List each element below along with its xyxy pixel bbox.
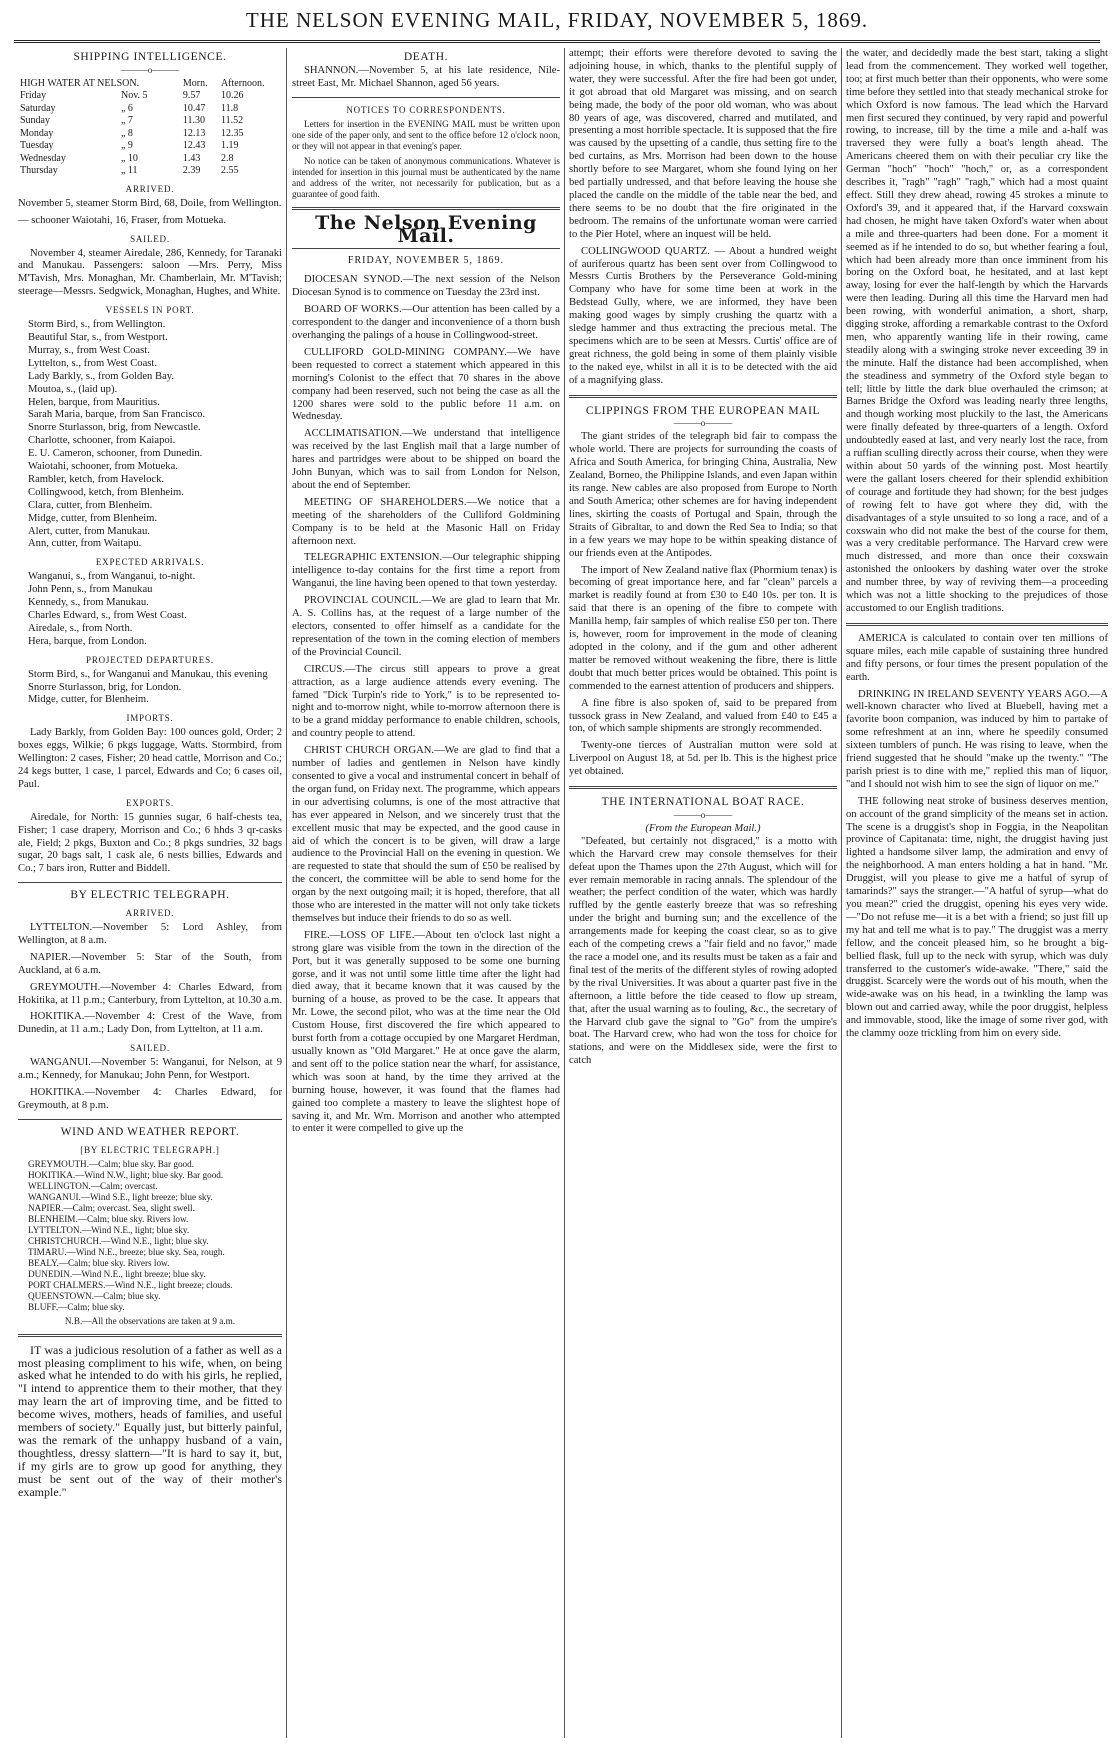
tide-cell: 9.57: [182, 90, 201, 102]
tide-morn-header: Morn.: [182, 77, 208, 89]
telegraph-sailed-item: WANGANUI.—November 5: Wanganui, for Nelson, at 9 a.m.; Kennedy, for Manukau; John Penn, for Westport.: [18, 1057, 282, 1082]
tide-cell: 10.47: [182, 102, 206, 114]
weather-list: [28, 1159, 282, 1313]
tide-cell: Nov. 5: [120, 90, 148, 102]
tide-cell: Monday: [20, 127, 54, 139]
tide-cell: „ 10: [120, 152, 138, 164]
vessel-item: Waiotahi, schooner, from Motueka.: [28, 461, 178, 473]
ornament: ———o———: [673, 418, 733, 429]
editorial-paragraph: DIOCESAN SYNOD.—The next session of the Nelson Diocesan Synod is to commence on Tuesday the 23rd inst.: [292, 274, 560, 299]
tide-cell: 2.55: [220, 165, 239, 177]
column-3: [569, 48, 837, 1738]
column-divider: [286, 48, 287, 1738]
vessel-item: Lyttelton, s., from West Coast.: [28, 357, 158, 369]
vessels-list: [28, 319, 282, 551]
expected-list: [28, 571, 282, 648]
vessel-item: Helen, barque, from Mauritius.: [28, 396, 160, 408]
editorial-paragraph: CULLIFORD GOLD-MINING COMPANY.—We have been requested to correct a statement which appeared in this morning's Colonist to the effect that 70 shares in the above company had been reserved, such not being the case as all the 1200 shares were sold to the public before 11 a.m. on Wednesday.: [292, 346, 560, 423]
vessel-item: Murray, s., from West Coast.: [28, 344, 150, 356]
telegraph-arrived-item: LYTTELTON.—November 5: Lord Ashley, from Wellington, at 8 a.m.: [18, 922, 282, 946]
tide-row: [18, 103, 282, 116]
telegraph-arrived-item: GREYMOUTH.—November 4: Charles Edward, from Hokitika, at 11 p.m.; Canterbury, from Lyttelton, at 10.30 a.m.: [18, 981, 282, 1006]
vessel-item: Collingwood, ketch, from Blenheim.: [28, 486, 184, 498]
column-4: [846, 48, 1108, 1738]
tide-cell: 2.39: [182, 165, 201, 177]
section-rule: [292, 248, 560, 249]
section-rule: [18, 1119, 282, 1120]
section-rule: [569, 395, 837, 398]
weather-item: WANGANUI.—Wind S.E., light breeze; blue sky.: [28, 1191, 213, 1202]
vessel-item: Charlotte, schooner, from Kaiapoi.: [28, 435, 176, 447]
sailed-text: November 4, steamer Airedale, 286, Kennedy, for Taranaki and Manukau. Passengers: saloon —Mrs. Perry, Miss M'Tavish, Mrs. Monaghan, Mr. Chamberlain, Mr. M'Tavish; steerage—Messrs. Sedgwick, Monaghan, Hughes, and White.: [18, 247, 282, 298]
section-rule: [846, 623, 1108, 626]
arrived-text: — schooner Waiotahi, 16, Fraser, from Motueka.: [18, 214, 226, 226]
tide-cell: 12.35: [220, 127, 244, 139]
projected-item: Midge, cutter, for Blenheim.: [28, 694, 149, 706]
tide-cell: Thursday: [20, 165, 58, 177]
tide-cell: 10.26: [220, 90, 244, 102]
quartz-paragraph: COLLINGWOOD QUARTZ. — About a hundred weight of auriferous quartz has been sent over from Collingwood to Messrs Curtis Brothers by the Perseverance Gold-mining Company who have for some time been at work in the Bedstead Gully, where, we are informed, they have been making good wages by simply crushing the quartz with a sledge hammer and thus extracting the precious metal. The specimens which are to be seen at Messrs. Curtis' office are of great richness, the gold being in some of them plainly visible to the naked eye, whilst in all it is to be detected with the aid of a magnifying glass.: [569, 245, 837, 386]
boat-race-heading: THE INTERNATIONAL BOAT RACE.: [601, 796, 805, 809]
tide-cell: „ 8: [120, 127, 133, 139]
clipping-paragraph: A fine fibre is also spoken of, said to be prepared from tussock grass in New Zealand, and valued from £40 to £45 a ton, of which sample shipments are strongly recommended.: [569, 697, 837, 735]
sailed-heading: SAILED.: [130, 233, 170, 244]
weather-item: BEALY.—Calm; blue sky. Rivers low.: [28, 1257, 170, 1268]
vessels-heading: VESSELS IN PORT.: [105, 305, 195, 316]
death-heading: DEATH.: [403, 51, 449, 63]
editorial-paragraph: CIRCUS.—The circus still appears to prove a great attraction, as a large audience attends every evening. The famed "Dick Turpin's ride to York," is to be represented to-night and to-morrow night, while to-morrow afternoon there is to be a grand midday performance to enable children, schools, and country people to attend.: [292, 663, 560, 740]
fire-continued: attempt; their efforts were therefore devoted to saving the adjoining house, in which, thanks to the plentiful supply of water, they were successful. After the fire had been got under, it got abroad that old Margaret was missing, and on search being made, the body of the poor old woman, who was about 80 years of age, was discovered, charred and mutilated, and presenting a most horrible spectacle. It is supposed that the fire was caused by the upsetting of a candle, thus setting fire to the bed curtains, as Mrs. Morrison had been down to the house shortly before to see Margaret, whom she found lying on her bed partially undressed, and that before leaving the house she placed the candle on the middle of the table near the bed, and there seems to be no doubt that the fire originated in the bedroom. The remains of the unfortunate woman were carried to the Pier Hotel, where an inquest will be held.: [569, 48, 837, 240]
tide-cell: 11.30: [182, 115, 206, 127]
tide-cell: „ 6: [120, 102, 133, 114]
tide-row: [18, 90, 282, 103]
editorial-paragraph: PROVINCIAL COUNCIL.—We are glad to learn that Mr. A. S. Collins has, at the request of a large number of the electors, consented to offer himself as a candidate for the representation of the town in the coming election of members of the Provincial Council.: [292, 595, 560, 658]
notices-text: No notice can be taken of anonymous communications. Whatever is intended for insertion in this journal must be authenticated by the name and address of the writer, not necessarily for publication, but as a guarantee of good faith.: [292, 155, 560, 199]
vessel-item: Midge, cutter, from Blenheim.: [28, 512, 158, 524]
vessel-item: Alert, cutter, from Manukau.: [28, 525, 150, 537]
tide-cell: 12.43: [182, 140, 206, 152]
tide-row: [18, 140, 282, 153]
expected-heading: EXPECTED ARRIVALS.: [95, 557, 205, 568]
vessel-item: Ann, cutter, from Waitapu.: [28, 538, 142, 550]
imports-heading: IMPORTS.: [126, 713, 174, 724]
projected-list: [28, 669, 282, 708]
weather-item: PORT CHALMERS.—Wind N.E., light breeze; clouds.: [28, 1279, 233, 1290]
tel-sailed-heading: SAILED.: [130, 1043, 170, 1054]
weather-item: WELLINGTON.—Calm; overcast.: [28, 1180, 158, 1191]
weather-item: TIMARU.—Wind N.E., breeze; blue sky. Sea, rough.: [28, 1246, 225, 1257]
tide-row: [18, 153, 282, 166]
tide-cell: Wednesday: [20, 152, 66, 164]
tel-arrived-heading: ARRIVED.: [125, 908, 175, 919]
weather-item: LYTTELTON.—Wind N.E., light; blue sky.: [28, 1224, 190, 1235]
tide-cell: 12.13: [182, 127, 206, 139]
column-1: [18, 48, 282, 1738]
america-paragraph: AMERICA is calculated to contain over ten millions of square miles, each mile capable of sustaining three hundred and fifty persons, or four times the present population of the earth.: [846, 632, 1108, 683]
vessel-item: Beautiful Star, s., from Westport.: [28, 331, 168, 343]
clipping-paragraph: The giant strides of the telegraph bid fair to compass the whole world. There are projects for surrounding the coasts of Africa and South America, for bringing China, Australia, New Zealand, Borneo, the Philippine Islands, and even Japan within its range. New cables are also proposed from Europe to North and South America; other schemes are for having independent lines, skirting the coasts of Portugal and Spain, through the Straits of Gibraltar, to and down the Red Sea to India; so that in a few years we may hope to be within speaking distance of our friends even at the Antipodes.: [569, 431, 837, 559]
ornament: ———o———: [120, 64, 180, 75]
section-rule: [292, 207, 560, 210]
tide-aft-header: Afternoon.: [220, 77, 265, 89]
projected-heading: PROJECTED DEPARTURES.: [86, 654, 214, 665]
druggist-paragraph: THE following neat stroke of business deserves mention, on account of the grand simplicity of the means set in action. The scene is a druggist's shop in Foggia, in the Neapolitan province of Capitanata: time, night, the druggist having just lighted a handsome silver lamp, the admiration and envy of the neighborhood. A man enters holding a hat in hand. "Mr. Druggist, will you please to give me a hatful of syrup of tamarinds?" says the stranger.—"A hatful of syrup—what do you mean?" cried the druggist, opening his eyes very wide.—"Do not refuse me—it is a bet with a friend; so just fill up my hat and tell me what is to pay." The druggist was a merry fellow, and the conceit pleased him, so he brought a big-bellied flask, full up to the neck with syrup, which was duly transferred to the customer's wide-awake. "There," said the druggist. Scarcely were the words out of his mouth, when the wide-awake was on his head, in a twinkling the lamp was blown out and carried away, while the poor druggist, helpless and immovable, stood, like the image of some river god, with the clammy ooze trickling from him on every side.: [846, 795, 1108, 1040]
weather-note: N.B.—All the observations are taken at 9 a.m.: [64, 1315, 236, 1326]
telegraph-arrived-item: NAPIER.—November 5: Star of the South, from Auckland, at 6 a.m.: [18, 951, 282, 976]
boat-race-text: "Defeated, but certainly not disgraced," is a motto with which the Harvard crew may console themselves for their defeat upon the Thames upon the 27th August, which will for ever remain memorable in racing annals. The splendour of the weather; the perfect condition of the water, which was hardly ruffled by the gentle easterly breeze that was so refreshing under the bright and burning sun; and the excellence of the arrangements made for keeping the coast clear, so as to give each of the competing crews a "fair field and no favor," made the race a model one, and its results must be taken as a fair and final test of the merits of the different styles of rowing adopted by the rival Universities. It was about a quarter past five in the afternoon, a little before the tide ceased to flow up stream, that, after the usual warning as to fouling, &c., the secretary of the Harvard club gave the signal to "Go" from the umpire's boat. The Harvard crew, who had won the toss for choice for stations, and were on the Middlesex side, were the first to catch: [569, 835, 837, 1067]
tide-cell: 11.8: [220, 102, 239, 114]
weather-item: CHRISTCHURCH.—Wind N.E., light; blue sky.: [28, 1235, 209, 1246]
tide-cell: 2.8: [220, 152, 234, 164]
vessel-item: Lady Barkly, s., from Golden Bay.: [28, 370, 175, 382]
weather-item: DUNEDIN.—Wind N.E., light breeze; blue sky.: [28, 1268, 206, 1279]
tide-cell: 11.52: [220, 115, 244, 127]
tide-cell: Saturday: [20, 102, 56, 114]
notices-heading: NOTICES TO CORRESPONDENTS.: [346, 104, 506, 115]
weather-heading: WIND AND WEATHER REPORT.: [60, 1125, 240, 1138]
column-2: [292, 48, 560, 1738]
expected-item: Wanganui, s., from Wanganui, to-night.: [28, 571, 196, 583]
expected-item: Kennedy, s., from Manukau.: [28, 597, 149, 609]
weather-item: GREYMOUTH.—Calm; blue sky. Bar good.: [28, 1158, 195, 1169]
tide-cell: „ 9: [120, 140, 133, 152]
arrived-heading: ARRIVED.: [125, 183, 175, 194]
shipping-heading: SHIPPING INTELLIGENCE.: [73, 51, 227, 63]
vessel-item: Moutoa, s., (laid up).: [28, 383, 118, 395]
father-paragraph: IT was a judicious resolution of a father as well as a most pleasing compliment to his wife, when, on being asked what he intended to do with his girls, he replied, "I intend to apprentice them to their mother, that they may learn the art of improving time, and be fitted to become wives, mothers, heads of families, and useful members of society." Equally just, but bitterly painful, was the remark of the unhappy husband of a vain, thoughtless, dressy slattern—"It is hard to say it, but, if my girls are to grow up good for anything, they must be sent out of the way of their mother's example.": [18, 1342, 282, 1499]
vessel-item: E. U. Cameron, schooner, from Dunedin.: [28, 448, 203, 460]
vessel-item: Storm Bird, s., from Wellington.: [28, 319, 166, 331]
editorial-paragraph: ACCLIMATISATION.—We understand that intelligence was received by the last English mail that a large number of hares and partridges were about to be shipped on board the John Bunyan, which was to sail from London for Nelson, about the end of September.: [292, 428, 560, 491]
vessel-item: Clara, cutter, from Blenheim.: [28, 499, 153, 511]
column-divider: [564, 48, 565, 1738]
weather-item: BLENHEIM.—Calm; blue sky. Rivers low.: [28, 1213, 189, 1224]
tide-cell: Tuesday: [20, 140, 54, 152]
tide-cell: Friday: [20, 90, 47, 102]
tide-row: [18, 165, 282, 178]
arrived-text: November 5, steamer Storm Bird, 68, Doile, from Wellington.: [18, 197, 282, 209]
paper-date: FRIDAY, NOVEMBER 5, 1869.: [347, 255, 505, 267]
tide-cell: 1.19: [220, 140, 239, 152]
projected-item: Storm Bird, s., for Wanganui and Manukau, this evening: [28, 668, 268, 680]
tel-sailed-list: [18, 1057, 282, 1113]
clipping-paragraph: Twenty-one tierces of Australian mutton were sold at Liverpool on August 18, at 5d. per lb. This is the highest price yet obtained.: [569, 740, 837, 778]
weather-item: BLUFF.—Calm; blue sky.: [28, 1301, 125, 1312]
expected-item: Charles Edward, s., from West Coast.: [28, 610, 187, 621]
weather-subheading: [BY ELECTRIC TELEGRAPH.]: [80, 1144, 220, 1155]
exports-heading: EXPORTS.: [125, 797, 175, 808]
paper-title: The Nelson Evening Mail.: [315, 211, 537, 247]
vessel-item: Sarah Maria, barque, from San Francisco.: [28, 409, 206, 421]
expected-item: John Penn, s., from Manukau: [28, 584, 153, 596]
imports-text: Lady Barkly, from Golden Bay: 100 ounces gold, Order; 2 boxes eggs, Wilkie; 6 pkgs luggage, Watts. Stormbird, from Wellington: 2 cases, Fisher; 20 head cattle, Morrison and Co.; 24 kegs butter, 1 case, 1 parcel, Edwards and Co; 6 cases oil, Paul.: [18, 727, 282, 790]
expected-item: Airedale, s., from North.: [28, 622, 133, 634]
editorial-paragraphs: [292, 274, 560, 1136]
vessel-item: Rambler, ketch, from Havelock.: [28, 473, 165, 485]
boat-race-source: (From the European Mail.): [645, 822, 761, 834]
projected-item: Snorre Sturlasson, brig, for London.: [28, 681, 182, 693]
tide-cell: „ 7: [120, 115, 133, 127]
telegraph-sailed-item: HOKITIKA.—November 4: Charles Edward, for Greymouth, at 8 p.m.: [18, 1087, 282, 1111]
weather-item: HOKITIKA.—Wind N.W., light; blue sky. Bar good.: [28, 1169, 224, 1180]
clippings-heading: CLIPPINGS FROM THE EUROPEAN MAIL: [585, 404, 821, 417]
exports-text: Airedale, for North: 15 gunnies sugar, 6 half-chests tea, Fisher; 1 case drapery, Morrison and Co.; 6 hhds 3 qr-casks ale, Field; 2 pkgs, Buxton and Co.; 8 pkgs sundries, 32 bags sugar, 20 bags salt, 1 cask ale, 6 nests billies, Edwards and Co.; 7 bars iron, Rutter and Biddell.: [18, 811, 282, 875]
tide-row: [18, 128, 282, 141]
editorial-paragraph: FIRE.—LOSS OF LIFE.—About ten o'clock last night a strong glare was visible from the town in the direction of the Port, but it was generally supposed to be some one burning gorse, and it was not until some little time after the light had died away, that it became known that it was caused by the burning of a house, as proved to be the case. It appears that Mr. Lowe, the second pilot, who was at the time near the Old Custom House, first discovered the fire which appeared to burst forth from a cottage occupied by one Margaret Herdman, usually known as "Old Margaret." He at once gave the alarm, and sent off to the police station near the wharf, for assistance, which was soon at hand, by the time they arrived at the burning house, however, it was found that the flames had gained too complete a mastery to leave the slightest hope of saving it, and Mr. Wm. Morrison and another who attempted to enter it were compelled to give up the: [292, 929, 560, 1135]
vessel-item: Snorre Sturlasson, brig, from Newcastle.: [28, 422, 201, 434]
editorial-paragraph: BOARD OF WORKS.—Our attention has been called by a correspondent to the danger and inconvenience of a thorn bush overhanging the palings of a house in Collingwood-street.: [292, 304, 560, 341]
section-rule: [18, 1334, 282, 1337]
section-rule: [569, 786, 837, 789]
tide-cell: „ 11: [120, 165, 138, 177]
editorial-paragraph: MEETING OF SHAREHOLDERS.—We notice that a meeting of the shareholders of the Culliford Goldmining Company is to be held at the Masonic Hall on Friday afternoon next.: [292, 496, 560, 547]
death-notice: SHANNON.—November 5, at his late residence, Nile-street East, Mr. Michael Shannon, aged 56 years.: [292, 64, 560, 89]
weather-item: QUEENSTOWN.—Calm; blue sky.: [28, 1290, 161, 1301]
masthead: THE NELSON EVENING MAIL, FRIDAY, NOVEMBER 5, 1869.: [245, 8, 869, 32]
weather-item: NAPIER.—Calm; overcast. Sea, slight swell.: [28, 1202, 195, 1213]
tide-cell: Sunday: [20, 115, 50, 127]
ireland-paragraph: DRINKING IN IRELAND SEVENTY YEARS AGO.—A well-known character who lived at Bluebell, having met a favorite boon companion, was induced by him to partake of some refreshment at an inn, where he speedily consumed sixteen tumblers of punch. He was rising to leave, when the friend suggested that he should "make up the twenty." "The parish priest is to dine with me," replied this man of liquor, "and I should not wish him to see the sign of liquor on me.": [846, 688, 1108, 790]
section-rule: [292, 97, 560, 98]
ornament: ———o———: [673, 809, 733, 820]
notices-text: Letters for insertion in the EVENING MAIL must be written upon one side of the paper only, and sent to the office before 12 o'clock noon, or they will not appear in that evening's paper.: [292, 118, 560, 151]
telegraph-arrived-item: HOKITIKA.—November 4: Crest of the Wave, from Dunedin, at 11 a.m.; Lady Don, from Lyttelton, at 11 a.m.: [18, 1011, 282, 1036]
tide-table: [18, 78, 282, 178]
editorial-paragraph: TELEGRAPHIC EXTENSION.—Our telegraphic shipping intelligence to-day contains for the first time a report from Wanganui, the line having been opened to that town yesterday.: [292, 552, 560, 590]
column-divider: [841, 48, 842, 1738]
telegraph-heading: BY ELECTRIC TELEGRAPH.: [70, 889, 230, 902]
clipping-paragraph: The import of New Zealand native flax (Phormium tenax) is becoming of great importance here, and far "clean" parcels a market is readily found at from £30 to £40 10s. per ton. It is said that there is an opening of the fibre to compete with Manilla hemp, fair samples of which realise £50 per ton. There is, however, room for improvement in the mode of cleaning adopted in the colony, and if the gum and other adherent matter be removed without weakening the fibre, there is little doubt that much better prices would be obtained. This point is commended to the earnest attention of producers and shippers.: [569, 564, 837, 692]
masthead-rule: [14, 40, 1100, 43]
tide-title: HIGH WATER AT NELSON.: [20, 77, 140, 89]
section-rule: [18, 882, 282, 883]
clippings-list: [569, 431, 837, 779]
tide-cell: 1.43: [182, 152, 201, 164]
boat-race-continued: the water, and decidedly made the best start, taking a slight lead from the commencement. They worked well together, too; at first much better than their opponents, who were some time before they settled into that steady mechanical stroke for which Oxford is now famous. The lead which the Harvard men first secured they continued, by very rapid and powerful rowing, to increase, till by the time a mile and a-half was traversed they were fully a boat's length ahead. The Americans cheered them on with their peculiar cry like the German "hoch" "hoch" "hoch," or, as a correspondent describes it, "ragh" "ragh" "ragh," which had a most quaint effect. Still they drew ahead, rowing 45 strokes a minute to Oxford's 39, and it appeared that, if the Harvard coxswain had chosen, he might have taken Oxford's water when about a mile and three-quarters had been done. For a moment it seemed as if he intended to do so, but whether fearing a foul, which had been already more than once imminent from his boring on the Oxford boat, he hesitated, and at last kept away, losing for ever the half-length by which the Harvards were then leading. During all this time the Harvard men had been rowing, with wonderful animation, a short, sharp, digging stroke, affording a remarkable contrast to the Oxford men, who apparently wanting life in their rowing, came steadily along with a swinging stroke never exceeding 39 in the minute. Half the distance had been accomplished, when the steadiness and symmetry of the Oxford style began to tell; little by little the dark blue overhauled the crimson; at Barnes Bridge the Oxford was leading nearly three lengths, and though working most pluckily to the last, the Americans were finally defeated by three-quarters of a length. Oxford undoubtedly eased at last, and very nearly lost the race, from a ruffian sculling directly across their course, when they were within about 50 yards of the winning post. Most heartily were the gallant losers cheered for their splendid exhibition of courage and fortitude they had shown; for the best judges of rowing felt to have got where they did, with the disadvantages of a style unsuited to so long a race, and of a coxswain who did not make the best of the course for them, was a very creditable performance. The Harvard crew were much distressed, and more than once their coxswain astonished the onlookers by dashing water over the stroke and number three, by way of reviving them—a proceeding which was not a little shocking to the prejudices of those accustomed to our English traditions.: [846, 48, 1108, 614]
tide-row: [18, 115, 282, 128]
editorial-paragraph: CHRIST CHURCH ORGAN.—We are glad to find that a number of ladies and gentlemen in Nelson have kindly consented to give a vocal and instrumental concert in behalf of the organ fund, on Friday next. The programme, which appears in our advertising columns, is one of the most attractive that has ever appeared in Nelson, and we sincerely trust that the excellent music that may be expected, and the good cause in aid of which the concert is to be given, will draw a large audience to the Provincial Hall on the evening in question. We are requested to state that should the sum of £50 be realised by the concert, the committee will be able to send home for the organ by the next outgoing mail; it is hoped, therefore, that all those who are interested in the matter will not only take tickets themselves but induce their friends to do so as well.: [292, 745, 560, 924]
expected-item: Hera, barque, from London.: [28, 635, 147, 647]
tel-arrived-list: [18, 922, 282, 1037]
